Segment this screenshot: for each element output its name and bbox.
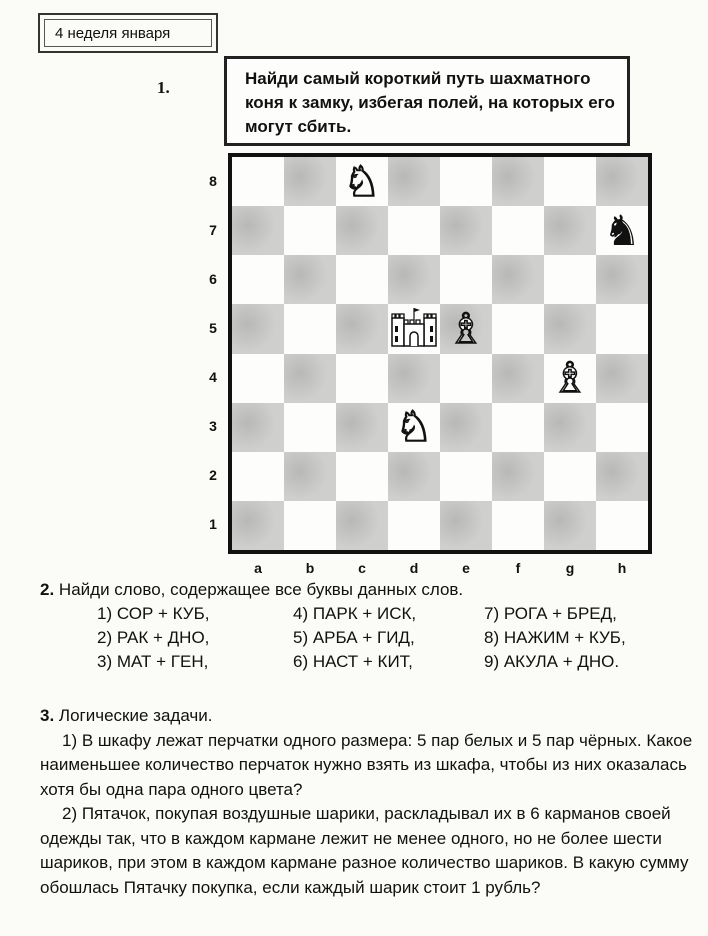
square-c1 xyxy=(336,501,388,550)
square-f7 xyxy=(492,206,544,255)
word-pair: 6) НАСТ + КИТ, xyxy=(293,652,413,671)
task2-heading xyxy=(40,580,463,600)
square-h1 xyxy=(596,501,648,550)
square-h5 xyxy=(596,304,648,353)
square-a5 xyxy=(232,304,284,353)
square-c7 xyxy=(336,206,388,255)
rank-label: 1 xyxy=(209,516,217,533)
square-a2 xyxy=(232,452,284,501)
square-d4 xyxy=(388,354,440,403)
square-c5 xyxy=(336,304,388,353)
file-label: h xyxy=(617,560,627,576)
square-e8 xyxy=(440,157,492,206)
file-label: b xyxy=(305,560,315,576)
square-f8 xyxy=(492,157,544,206)
square-h8 xyxy=(596,157,648,206)
square-e5 xyxy=(440,304,492,353)
square-g3 xyxy=(544,403,596,452)
square-d6 xyxy=(388,255,440,304)
square-g7 xyxy=(544,206,596,255)
castle-icon xyxy=(390,304,438,353)
square-b3 xyxy=(284,403,336,452)
square-h3 xyxy=(596,403,648,452)
square-f6 xyxy=(492,255,544,304)
square-f5 xyxy=(492,304,544,353)
white-knight-icon: ♘ xyxy=(395,402,433,452)
square-c8 xyxy=(336,157,388,206)
white-knight-icon: ♘ xyxy=(343,156,381,206)
square-c4 xyxy=(336,354,388,403)
square-f3 xyxy=(492,403,544,452)
square-f4 xyxy=(492,354,544,403)
rank-label: 7 xyxy=(209,221,217,238)
square-b2 xyxy=(284,452,336,501)
word-pair: 7) РОГА + БРЕД, xyxy=(484,604,617,623)
logic-problem-2: 2) Пятачок, покупая воздушные шарики, раскладывал их в 6 карманов своей одежды так, что в каждом кармане лежит не менее одного, но не более шести шариков, при этом в каждом кармане разное количество шариков. В какую сумму обошлась Пятачку покупка, если каждый шарик стоит 1 рубль? xyxy=(40,804,689,897)
rank-label: 8 xyxy=(209,172,217,189)
file-label: a xyxy=(254,560,262,576)
word-pair: 1) СОР + КУБ, xyxy=(97,604,210,623)
square-b5 xyxy=(284,304,336,353)
square-g8 xyxy=(544,157,596,206)
word-pair: 5) АРБА + ГИД, xyxy=(293,628,415,647)
black-knight-icon: ♞ xyxy=(603,205,641,255)
task3-section xyxy=(40,704,700,900)
word-column-3 xyxy=(484,602,626,674)
task3-title: Логические задачи. xyxy=(58,706,213,725)
square-e6 xyxy=(440,255,492,304)
word-pair: 8) НАЖИМ + КУБ, xyxy=(484,628,626,647)
square-a3 xyxy=(232,403,284,452)
rank-label: 2 xyxy=(209,467,217,484)
square-f2 xyxy=(492,452,544,501)
square-g2 xyxy=(544,452,596,501)
square-e2 xyxy=(440,452,492,501)
square-g1 xyxy=(544,501,596,550)
task1-number: 1. xyxy=(157,78,170,97)
square-b4 xyxy=(284,354,336,403)
square-a1 xyxy=(232,501,284,550)
square-g6 xyxy=(544,255,596,304)
week-label-text: 4 неделя января xyxy=(44,19,212,47)
square-e3 xyxy=(440,403,492,452)
logic-problem-1: 1) В шкафу лежат перчатки одного размера: 5 пар белых и 5 пар чёрных. Какое наименьшее количество перчаток нужно взять из шкафа, чтобы из них оказалась хотя бы одна пара одного цвета? xyxy=(40,730,693,799)
square-e4 xyxy=(440,354,492,403)
file-label: c xyxy=(358,560,366,576)
task3-number: 3. xyxy=(40,706,55,725)
square-h6 xyxy=(596,255,648,304)
word-pair: 9) АКУЛА + ДНО. xyxy=(484,652,620,671)
word-pair: 2) РАК + ДНО, xyxy=(97,628,210,647)
word-pair: 4) ПАРК + ИСК, xyxy=(293,604,417,623)
square-c3 xyxy=(336,403,388,452)
week-label xyxy=(38,13,218,53)
task3-heading xyxy=(40,704,700,729)
square-a6 xyxy=(232,255,284,304)
file-label: e xyxy=(462,560,470,576)
word-pair: 3) МАТ + ГЕН, xyxy=(97,652,209,671)
square-b8 xyxy=(284,157,336,206)
square-d8 xyxy=(388,157,440,206)
word-column-1 xyxy=(97,602,209,674)
task1-prompt-box xyxy=(224,56,630,146)
square-g5 xyxy=(544,304,596,353)
white-bishop-icon: ♗ xyxy=(551,353,589,403)
task1-prompt: Найди самый короткий путь шахматного коня к замку, избегая полей, на которых его могут сбить. xyxy=(245,69,615,136)
white-bishop-icon: ♗ xyxy=(447,303,485,353)
file-label: g xyxy=(565,560,575,576)
square-e7 xyxy=(440,206,492,255)
square-e1 xyxy=(440,501,492,550)
square-b6 xyxy=(284,255,336,304)
rank-label: 3 xyxy=(209,418,217,435)
rank-label: 6 xyxy=(209,270,217,287)
word-column-2 xyxy=(293,602,416,674)
square-h2 xyxy=(596,452,648,501)
chess-board xyxy=(228,153,652,554)
task2-number: 2. xyxy=(40,580,55,599)
square-c2 xyxy=(336,452,388,501)
square-a8 xyxy=(232,157,284,206)
square-h7 xyxy=(596,206,648,255)
square-a7 xyxy=(232,206,284,255)
square-d2 xyxy=(388,452,440,501)
square-b7 xyxy=(284,206,336,255)
square-g4 xyxy=(544,354,596,403)
task2-prompt: Найди слово, содержащее все буквы данных слов. xyxy=(58,580,464,599)
square-d5 xyxy=(388,304,440,353)
square-d7 xyxy=(388,206,440,255)
square-a4 xyxy=(232,354,284,403)
square-f1 xyxy=(492,501,544,550)
file-label: f xyxy=(515,560,521,576)
square-d3 xyxy=(388,403,440,452)
square-c6 xyxy=(336,255,388,304)
rank-label: 5 xyxy=(209,319,217,336)
square-d1 xyxy=(388,501,440,550)
rank-label: 4 xyxy=(209,369,217,386)
file-label: d xyxy=(409,560,419,576)
square-h4 xyxy=(596,354,648,403)
square-b1 xyxy=(284,501,336,550)
